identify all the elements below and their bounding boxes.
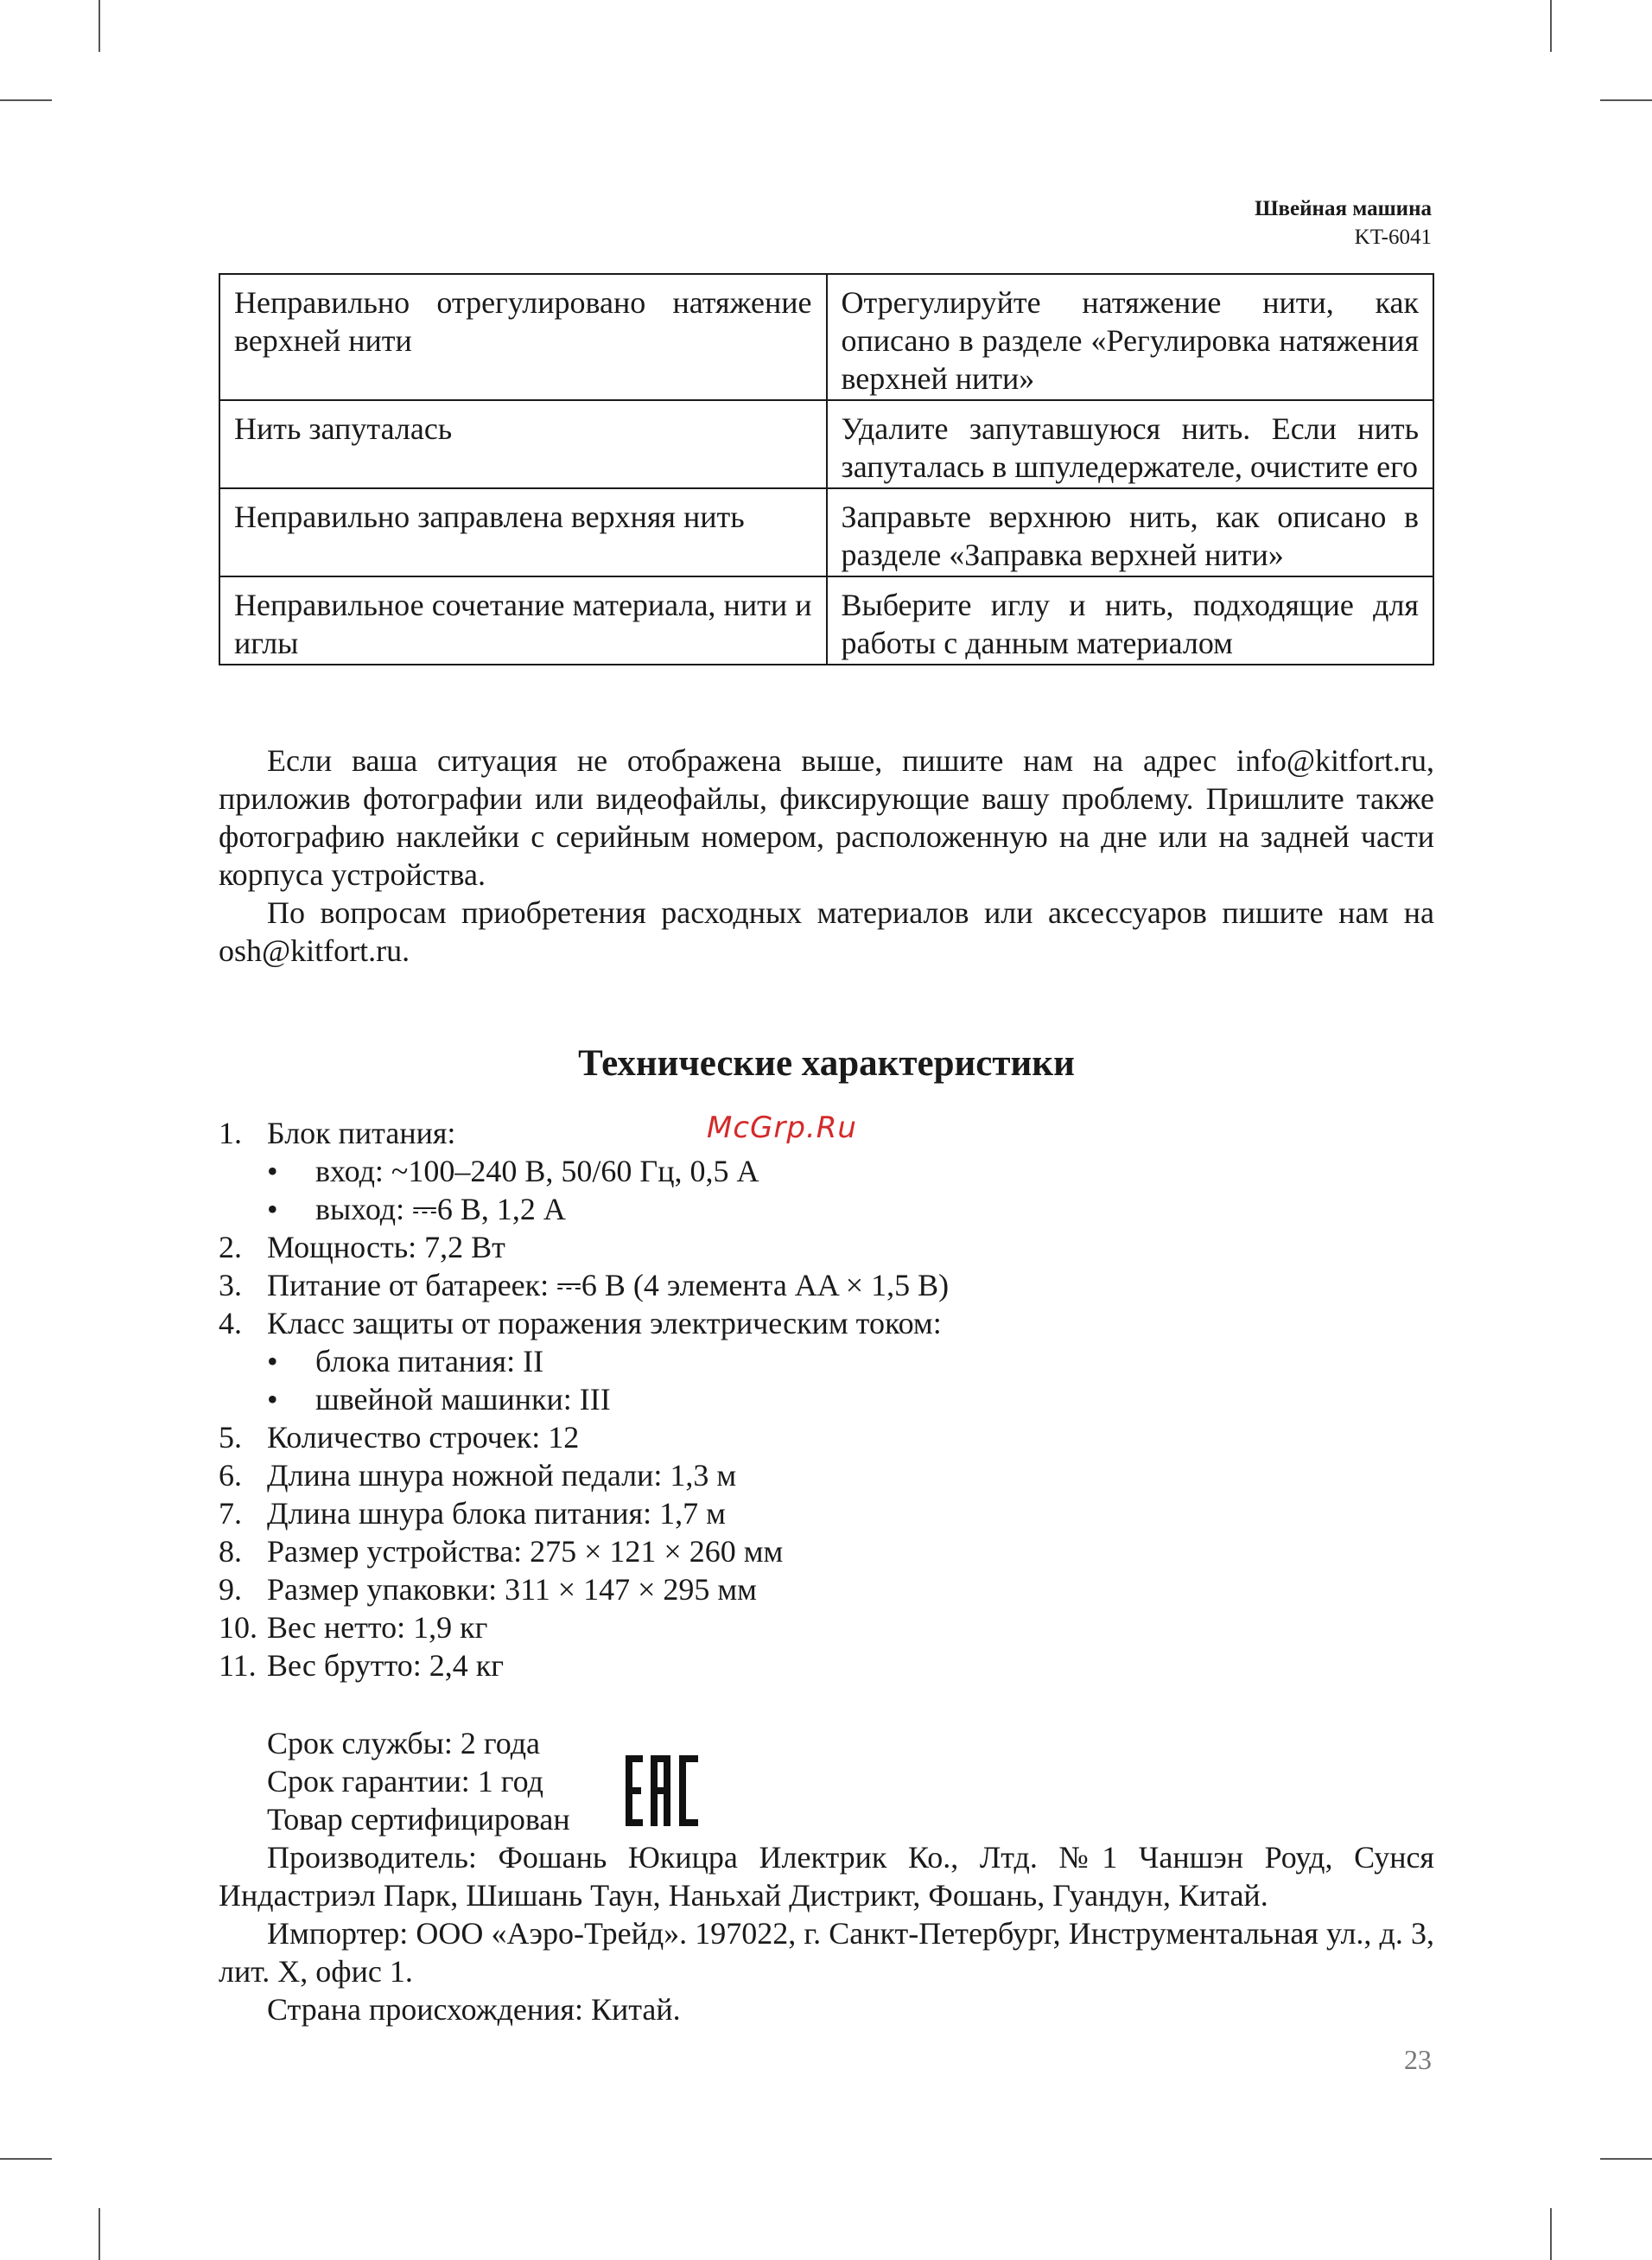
spec-text: Длина шнура блока питания: 1,7 м: [267, 1496, 726, 1531]
spec-item: [219, 1228, 949, 1266]
eac-mark-icon: [626, 1755, 698, 1826]
page-number: 23: [1404, 2044, 1432, 2075]
spec-number: 10.: [219, 1610, 257, 1645]
spec-subtext: швейной машинки: III: [315, 1382, 611, 1416]
bullet-icon: •: [267, 1192, 278, 1226]
crop-mark: [98, 2208, 100, 2260]
specs-list: [219, 1114, 949, 1684]
spec-item: [219, 1266, 949, 1304]
bullet-icon: •: [267, 1382, 278, 1416]
spec-text: Питание от батареек: ⎓6 В (4 элемента AA × 1,5 В): [267, 1268, 950, 1302]
spec-subtext: выход: ⎓6 В, 1,2 А: [315, 1192, 566, 1226]
spec-number: 6.: [219, 1458, 242, 1493]
spec-text: Вес нетто: 1,9 кг: [267, 1610, 488, 1645]
spec-subitem: [267, 1152, 949, 1190]
crop-mark: [98, 0, 100, 52]
spec-item: [219, 1608, 949, 1646]
running-header: [1255, 195, 1432, 251]
spec-item: [219, 1456, 949, 1494]
crop-mark: [0, 2158, 52, 2160]
crop-mark: [1550, 0, 1552, 52]
table-row: [219, 274, 1433, 400]
crop-mark: [1550, 2208, 1552, 2260]
certification: Товар сертифицирован: [267, 1802, 570, 1837]
spec-number: 11.: [219, 1648, 257, 1683]
spec-number: 3.: [219, 1268, 242, 1302]
solution-cell: Удалите запутавшуюся нить. Если нить запуталась в шпуледержателе, очистите его: [827, 400, 1434, 488]
table-row: [219, 576, 1433, 665]
table-row: [219, 400, 1433, 488]
troubleshooting-table: [219, 273, 1434, 665]
spec-number: 1.: [219, 1116, 242, 1150]
spec-subitem: [267, 1342, 949, 1380]
service-life: Срок службы: 2 года: [267, 1726, 541, 1760]
crop-mark: [1600, 2158, 1652, 2160]
problem-cell: Неправильно заправлена верхняя нить: [219, 488, 827, 576]
watermark: McGrp.Ru: [707, 1111, 857, 1145]
warranty: Срок гарантии: 1 год: [267, 1764, 543, 1798]
specs-heading: Технические характеристики: [578, 1043, 1075, 1084]
importer: Импортер: ООО «Аэро-Трейд». 197022, г. Санкт-Петербург, Инструментальная ул., д. 3, лит. Х, офис 1.: [219, 1916, 1434, 1989]
contact-text: [219, 742, 1434, 970]
spec-item: [219, 1114, 949, 1228]
bullet-icon: •: [267, 1154, 278, 1188]
spec-number: 5.: [219, 1420, 242, 1455]
spec-text: Размер устройства: 275 × 121 × 260 мм: [267, 1534, 784, 1569]
contact-paragraph: Если ваша ситуация не отображена выше, пишите нам на адрес info@kitfort.ru, приложив фотографии или видеофайлы, фиксирующие вашу проблему. Пришлите также фотографию наклейки с серийным номером, расположенную на дне или на задней части корпуса устройства.: [219, 743, 1434, 892]
spec-sublist: [267, 1152, 949, 1228]
spec-subitem: [267, 1380, 949, 1418]
spec-text: Длина шнура ножной педали: 1,3 м: [267, 1458, 737, 1493]
crop-mark: [0, 99, 52, 101]
spec-item: [219, 1304, 949, 1418]
spec-number: 9.: [219, 1572, 242, 1607]
crop-mark: [1600, 99, 1652, 101]
manufacturer: Производитель: Фошань Юкицра Илектрик Ко., Лтд. №1 Чаншэн Роуд, Сунся Индастриэл Парк, Шишань Таун, Наньхай Дистрикт, Фошань, Гуандун, Китай.: [219, 1840, 1434, 1913]
spec-number: 7.: [219, 1496, 242, 1531]
solution-cell: Заправьте верхнюю нить, как описано в разделе «Заправка верхней нити»: [827, 488, 1434, 576]
header-product: Швейная машина: [1255, 197, 1432, 220]
spec-text: Блок питания:: [267, 1116, 456, 1150]
contact-paragraph: По вопросам приобретения расходных материалов или аксессуаров пишите нам на osh@kitfort.ru.: [219, 895, 1434, 968]
table-row: [219, 488, 1433, 576]
problem-cell: Нить запуталась: [219, 400, 827, 488]
solution-cell: Отрегулируйте натяжение нити, как описано в разделе «Регулировка натяжения верхней нити»: [827, 274, 1434, 400]
spec-text: Количество строчек: 12: [267, 1420, 580, 1455]
spec-text: Размер упаковки: 311 × 147 × 295 мм: [267, 1572, 757, 1607]
spec-subtext: вход: ~100–240 В, 50/60 Гц, 0,5 А: [315, 1154, 759, 1188]
spec-number: 4.: [219, 1306, 242, 1340]
spec-subitem: [267, 1190, 949, 1228]
spec-item: [219, 1418, 949, 1456]
product-info: [219, 1724, 1434, 2028]
country-of-origin: Страна происхождения: Китай.: [267, 1992, 681, 2027]
header-model: KT-6041: [1354, 225, 1432, 249]
spec-number: 2.: [219, 1230, 242, 1264]
bullet-icon: •: [267, 1344, 278, 1378]
spec-sublist: [267, 1342, 949, 1418]
solution-cell: Выберите иглу и нить, подходящие для работы с данным материалом: [827, 576, 1434, 665]
spec-item: [219, 1646, 949, 1684]
spec-text: Вес брутто: 2,4 кг: [267, 1648, 504, 1683]
spec-item: [219, 1570, 949, 1608]
problem-cell: Неправильно отрегулировано натяжение верхней нити: [219, 274, 827, 400]
spec-number: 8.: [219, 1534, 242, 1569]
spec-text: Класс защиты от поражения электрическим током:: [267, 1306, 942, 1340]
spec-item: [219, 1494, 949, 1532]
spec-subtext: блока питания: II: [315, 1344, 544, 1378]
spec-item: [219, 1532, 949, 1570]
problem-cell: Неправильное сочетание материала, нити и иглы: [219, 576, 827, 665]
spec-text: Мощность: 7,2 Вт: [267, 1230, 505, 1264]
